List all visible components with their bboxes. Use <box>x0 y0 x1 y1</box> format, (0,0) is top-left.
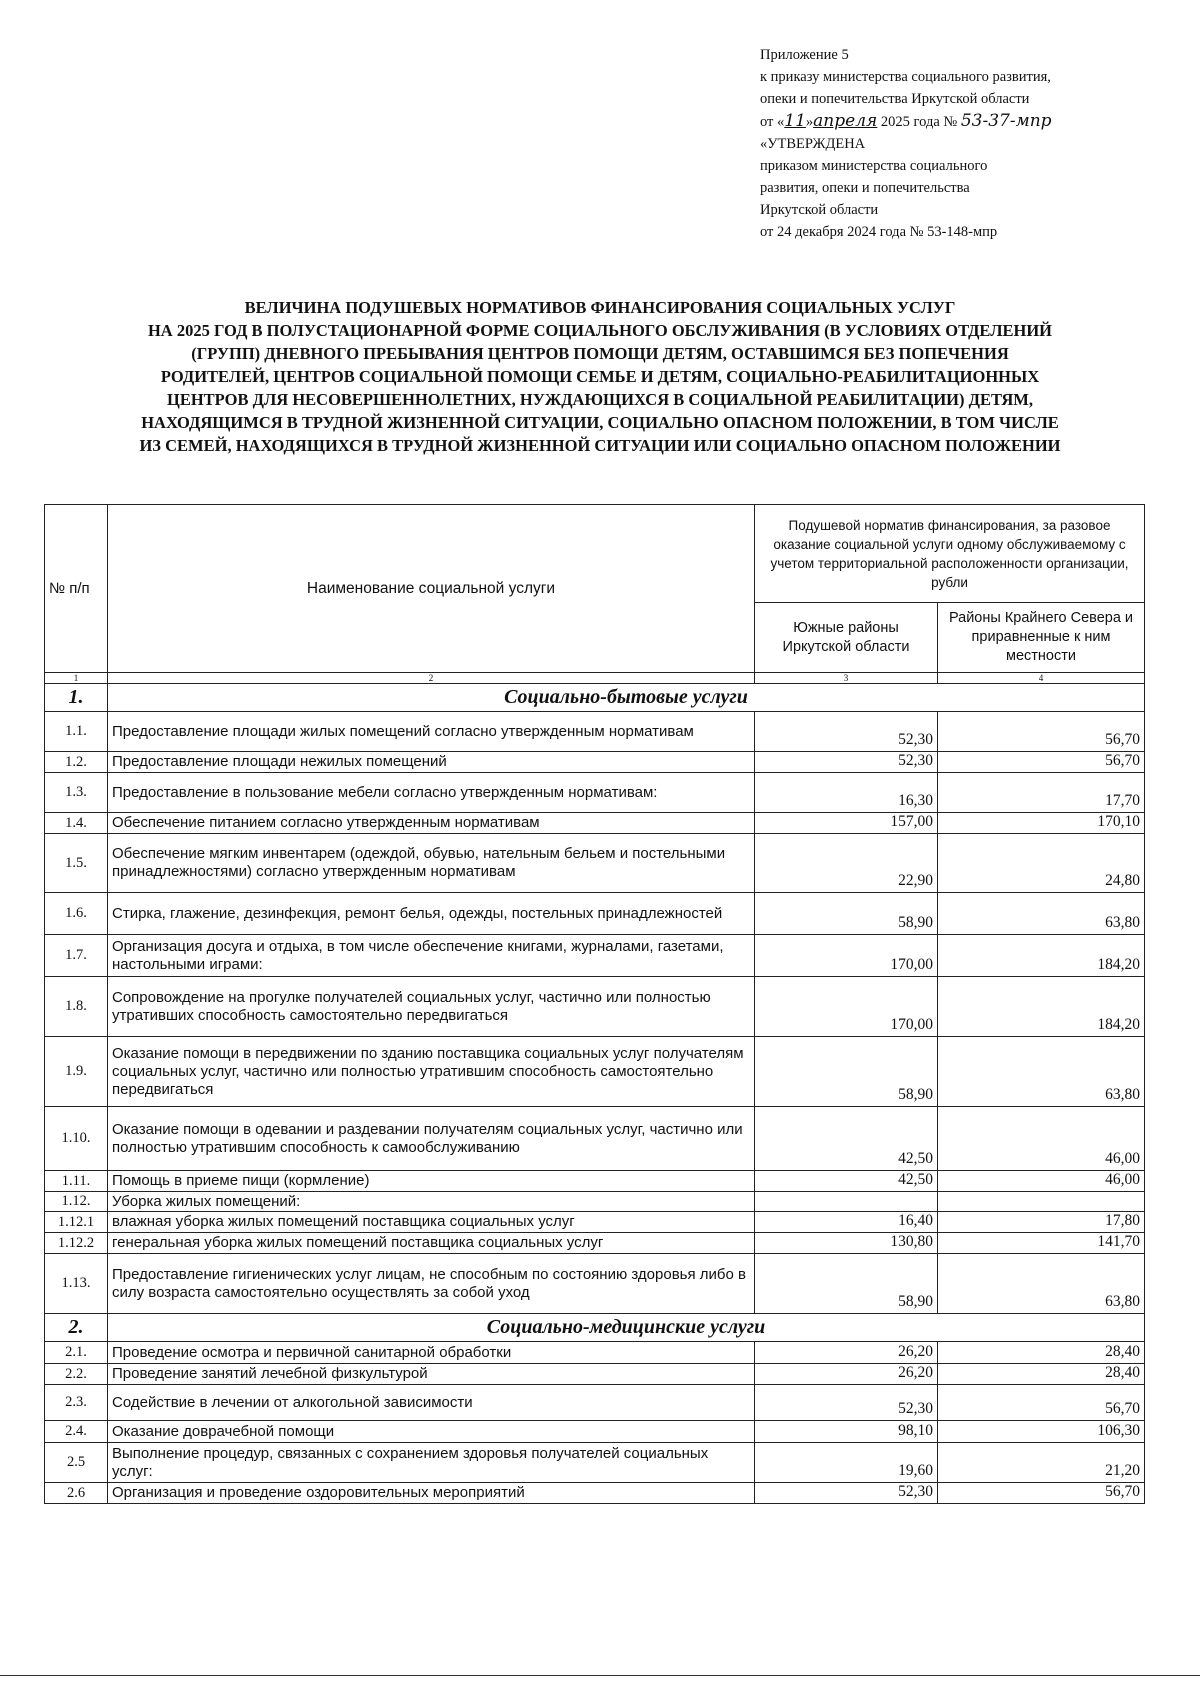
service-name: Стирка, глажение, дезинфекция, ремонт белья, одежды, постельных принадлежностей <box>108 893 755 935</box>
row-number: 1.2. <box>45 752 108 773</box>
norm-south: 22,90 <box>755 834 938 893</box>
row-number: 1.6. <box>45 893 108 935</box>
norm-south: 170,00 <box>755 935 938 977</box>
row-number: 2.5 <box>45 1443 108 1483</box>
norm-south <box>755 1192 938 1212</box>
row-number: 1.12.2 <box>45 1233 108 1254</box>
table-row <box>45 1364 1145 1385</box>
section-title: Социально-медицинские услуги <box>108 1314 1145 1342</box>
service-name: Помощь в приеме пищи (кормление) <box>108 1171 755 1192</box>
norm-south: 16,30 <box>755 773 938 813</box>
row-number: 1.10. <box>45 1107 108 1171</box>
header-num: № п/п <box>45 505 108 673</box>
annex-line-9: от 24 декабря 2024 года № 53-148-мпр <box>760 224 998 240</box>
row-number: 2.1. <box>45 1342 108 1364</box>
section-row <box>45 684 1145 712</box>
handwritten-day: 11 <box>784 111 806 131</box>
table-row <box>45 893 1145 935</box>
title-line: РОДИТЕЛЕЙ, ЦЕНТРОВ СОЦИАЛЬНОЙ ПОМОЩИ СЕМЬЕ И ДЕТЯМ, СОЦИАЛЬНО-РЕАБИЛИТАЦИОННЫХ <box>160 367 1040 386</box>
section-number: 1. <box>45 684 108 712</box>
table-row <box>45 1233 1145 1254</box>
norm-south: 42,50 <box>755 1171 938 1192</box>
norm-south: 157,00 <box>755 813 938 834</box>
row-number: 1.5. <box>45 834 108 893</box>
table-row <box>45 1483 1145 1504</box>
service-name: Оказание доврачебной помощи <box>108 1421 755 1443</box>
norm-north: 63,80 <box>938 1037 1145 1107</box>
norm-south: 58,90 <box>755 893 938 935</box>
row-number: 1.4. <box>45 813 108 834</box>
table-row <box>45 1171 1145 1192</box>
norm-north: 63,80 <box>938 1254 1145 1314</box>
table-row <box>45 752 1145 773</box>
service-name: Обеспечение мягким инвентарем (одеждой, обувью, нательным бельем и постельными принадлежностями) согласно утвержденным нормативам <box>108 834 755 893</box>
norm-north: 170,10 <box>938 813 1145 834</box>
norm-north: 56,70 <box>938 752 1145 773</box>
norm-north: 106,30 <box>938 1421 1145 1443</box>
row-number: 2.3. <box>45 1385 108 1421</box>
norm-south: 42,50 <box>755 1107 938 1171</box>
service-name: Проведение осмотра и первичной санитарной обработки <box>108 1342 755 1364</box>
table-row <box>45 813 1145 834</box>
col-number-4: 4 <box>938 673 1145 684</box>
service-name: Предоставление гигиенических услуг лицам, не способным по состоянию здоровья либо в силу возраста самостоятельно осуществлять за собой уход <box>108 1254 755 1314</box>
header-south: Южные районы Иркутской области <box>755 603 938 673</box>
table-row <box>45 1443 1145 1483</box>
norm-south: 58,90 <box>755 1254 938 1314</box>
col-number-2: 2 <box>108 673 755 684</box>
header-name: Наименование социальной услуги <box>108 505 755 673</box>
header-norm: Подушевой норматив финансирования, за разовое оказание социальной услуги одному обслуживаемому с учетом территориальной расположенности организации, рубли <box>755 505 1145 603</box>
row-number: 1.12.1 <box>45 1212 108 1233</box>
section-number: 2. <box>45 1314 108 1342</box>
row-number: 1.8. <box>45 977 108 1037</box>
row-number: 2.2. <box>45 1364 108 1385</box>
service-name: Обеспечение питанием согласно утвержденным нормативам <box>108 813 755 834</box>
table-row <box>45 1037 1145 1107</box>
norm-south: 16,40 <box>755 1212 938 1233</box>
norm-north: 141,70 <box>938 1233 1145 1254</box>
row-number: 2.6 <box>45 1483 108 1504</box>
table-row <box>45 1342 1145 1364</box>
row-number: 1.3. <box>45 773 108 813</box>
norm-north <box>938 1192 1145 1212</box>
title-line: НАХОДЯЩИМСЯ В ТРУДНОЙ ЖИЗНЕННОЙ СИТУАЦИИ, СОЦИАЛЬНО ОПАСНОМ ПОЛОЖЕНИИ, В ТОМ ЧИСЛЕ <box>141 413 1059 432</box>
service-name: Предоставление площади жилых помещений согласно утвержденным нормативам <box>108 712 755 752</box>
table-row <box>45 1421 1145 1443</box>
norm-north: 24,80 <box>938 834 1145 893</box>
norm-south: 26,20 <box>755 1364 938 1385</box>
row-number: 1.1. <box>45 712 108 752</box>
service-name: влажная уборка жилых помещений поставщика социальных услуг <box>108 1212 755 1233</box>
handwritten-order-number: 53-37-мпр <box>960 111 1052 131</box>
norm-north: 46,00 <box>938 1107 1145 1171</box>
norm-north: 184,20 <box>938 935 1145 977</box>
header-north: Районы Крайнего Севера и приравненные к ним местности <box>938 603 1145 673</box>
norm-south: 26,20 <box>755 1342 938 1364</box>
column-number-row <box>45 673 1145 684</box>
table-row <box>45 1212 1145 1233</box>
service-name: Организация досуга и отдыха, в том числе обеспечение книгами, журналами, газетами, настольными играми: <box>108 935 755 977</box>
approved-label: «УТВЕРЖДЕНА <box>760 136 866 152</box>
norm-north: 17,80 <box>938 1212 1145 1233</box>
title-line: (ГРУПП) ДНЕВНОГО ПРЕБЫВАНИЯ ЦЕНТРОВ ПОМОЩИ ДЕТЯМ, ОСТАВШИМСЯ БЕЗ ПОПЕЧЕНИЯ <box>191 344 1009 363</box>
section-title: Социально-бытовые услуги <box>108 684 1145 712</box>
norm-north: 17,70 <box>938 773 1145 813</box>
row-number: 1.11. <box>45 1171 108 1192</box>
row-number: 1.7. <box>45 935 108 977</box>
table-row <box>45 712 1145 752</box>
title-line: ИЗ СЕМЕЙ, НАХОДЯЩИХСЯ В ТРУДНОЙ ЖИЗНЕННОЙ СИТУАЦИИ ИЛИ СОЦИАЛЬНО ОПАСНОМ ПОЛОЖЕНИИ <box>139 436 1061 455</box>
norm-south: 98,10 <box>755 1421 938 1443</box>
norm-north: 56,70 <box>938 1385 1145 1421</box>
date-prefix: от « <box>760 114 785 130</box>
norm-south: 52,30 <box>755 1483 938 1504</box>
service-name: Сопровождение на прогулке получателей социальных услуг, частично или полностью утративших способность самостоятельно передвигаться <box>108 977 755 1037</box>
norm-south: 170,00 <box>755 977 938 1037</box>
col-number-3: 3 <box>755 673 938 684</box>
norm-north: 56,70 <box>938 712 1145 752</box>
norm-north: 184,20 <box>938 977 1145 1037</box>
table-row <box>45 977 1145 1037</box>
norm-south: 58,90 <box>755 1037 938 1107</box>
section-row <box>45 1314 1145 1342</box>
service-name: Предоставление площади нежилых помещений <box>108 752 755 773</box>
annex-line-6: приказом министерства социального <box>760 158 988 174</box>
footer-divider <box>0 1675 1200 1676</box>
service-name: Проведение занятий лечебной физкультурой <box>108 1364 755 1385</box>
annex-line-3: опеки и попечительства Иркутской области <box>760 91 1030 107</box>
service-name: Предоставление в пользование мебели согласно утвержденным нормативам: <box>108 773 755 813</box>
annex-block <box>760 44 1180 243</box>
date-mid: » <box>805 114 814 130</box>
row-number: 1.9. <box>45 1037 108 1107</box>
norm-north: 46,00 <box>938 1171 1145 1192</box>
norm-south: 52,30 <box>755 1385 938 1421</box>
table-row <box>45 1254 1145 1314</box>
handwritten-month: апреля <box>813 111 878 131</box>
norms-table-body <box>45 505 1145 1504</box>
norm-north: 63,80 <box>938 893 1145 935</box>
annex-line-8: Иркутской области <box>760 202 879 218</box>
service-name: Оказание помощи в одевании и раздевании получателям социальных услуг, частично или полностью утратившим способность к самообслуживанию <box>108 1107 755 1171</box>
service-name: Содействие в лечении от алкогольной зависимости <box>108 1385 755 1421</box>
annex-line-1: Приложение 5 <box>760 47 849 63</box>
header-row <box>45 505 1145 603</box>
row-number: 1.13. <box>45 1254 108 1314</box>
norm-south: 52,30 <box>755 752 938 773</box>
table-row <box>45 935 1145 977</box>
service-name: Оказание помощи в передвижении по зданию поставщика социальных услуг получателям социальных услуг, частично или полностью утратившим способность самостоятельно передвигаться <box>108 1037 755 1107</box>
service-name: Выполнение процедур, связанных с сохранением здоровья получателей социальных услуг: <box>108 1443 755 1483</box>
title-line: ВЕЛИЧИНА ПОДУШЕВЫХ НОРМАТИВОВ ФИНАНСИРОВАНИЯ СОЦИАЛЬНЫХ УСЛУГ <box>244 298 956 317</box>
norm-north: 56,70 <box>938 1483 1145 1504</box>
col-number-1: 1 <box>45 673 108 684</box>
norm-south: 130,80 <box>755 1233 938 1254</box>
norm-south: 19,60 <box>755 1443 938 1483</box>
annex-line-2: к приказу министерства социального развития, <box>760 69 1051 85</box>
annex-date-line <box>760 110 1180 133</box>
service-name: Организация и проведение оздоровительных мероприятий <box>108 1483 755 1504</box>
title-line: ЦЕНТРОВ ДЛЯ НЕСОВЕРШЕННОЛЕТНИХ, НУЖДАЮЩИХСЯ В СОЦИАЛЬНОЙ РЕАБИЛИТАЦИИ) ДЕТЯМ, <box>167 390 1033 409</box>
row-number: 1.12. <box>45 1192 108 1212</box>
row-number: 2.4. <box>45 1421 108 1443</box>
norm-north: 21,20 <box>938 1443 1145 1483</box>
norms-table <box>44 504 1145 1504</box>
norm-north: 28,40 <box>938 1364 1145 1385</box>
norm-north: 28,40 <box>938 1342 1145 1364</box>
service-name: генеральная уборка жилых помещений поставщика социальных услуг <box>108 1233 755 1254</box>
table-row <box>45 1385 1145 1421</box>
table-row <box>45 1192 1145 1212</box>
annex-line-7: развития, опеки и попечительства <box>760 180 970 196</box>
document-title <box>40 296 1160 457</box>
norm-south: 52,30 <box>755 712 938 752</box>
table-row <box>45 834 1145 893</box>
table-row <box>45 773 1145 813</box>
table-row <box>45 1107 1145 1171</box>
title-line: НА 2025 ГОД В ПОЛУСТАЦИОНАРНОЙ ФОРМЕ СОЦИАЛЬНОГО ОБСЛУЖИВАНИЯ (В УСЛОВИЯХ ОТДЕЛЕНИЙ <box>147 321 1053 340</box>
date-year-text: 2025 года № <box>877 114 961 130</box>
service-name: Уборка жилых помещений: <box>108 1192 755 1212</box>
